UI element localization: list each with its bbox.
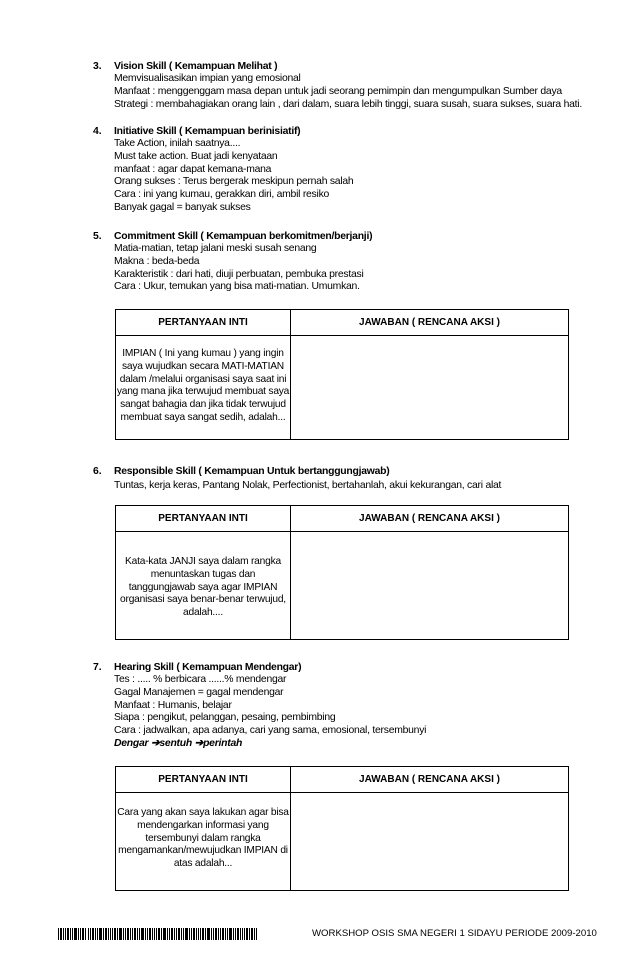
question-line: Kata-kata JANJI saya dalam rangka: [125, 556, 281, 567]
section-number: 6.: [93, 466, 102, 477]
answer-cell[interactable]: [291, 532, 568, 639]
question-line: yang mana jika terwujud membuat saya: [116, 386, 290, 398]
question-line: tersembunyi dalam rangka: [145, 832, 261, 844]
body-line: Cara : ini yang kumau, gerakkan diri, ambil resiko: [114, 189, 330, 201]
body-line: Manfaat : menggenggam masa depan untuk jadi seorang pemimpin dan mengumpulkan Sumber daya: [114, 85, 562, 97]
section-body: [114, 73, 582, 111]
body-line: Karakteristik : dari hati, diuji perbuatan, pembuka prestasi: [114, 268, 364, 280]
body-line: Cara : Ukur, temukan yang bisa mati-matian. Umumkan.: [114, 281, 360, 293]
section-number: 3.: [93, 61, 102, 72]
section-title: Initiative Skill ( Kemampuan berinisiatif): [114, 126, 301, 137]
body-line: Cara : jadwalkan, apa adanya, cari yang sama, emosional, tersembunyi: [114, 725, 427, 737]
col-header-question: PERTANYAAN INTI: [158, 513, 248, 524]
body-line: Gagal Manajemen = gagal mendengar: [114, 686, 284, 698]
body-line: Siapa : pengikut, pelanggan, pesaing, pembimbing: [114, 712, 336, 724]
section-number: 5.: [93, 231, 102, 242]
emphasis-word: sentuh: [159, 737, 195, 749]
question-table-3: [115, 766, 569, 891]
body-line: Tes : ..... % berbicara ......% mendengar: [114, 674, 287, 685]
question-line: mendengarkan informasi yang: [137, 819, 269, 831]
section-title: Vision Skill ( Kemampuan Melihat ): [114, 61, 278, 72]
body-line: Manfaat : Humanis, belajar: [114, 699, 232, 711]
question-table-1: [115, 309, 569, 440]
section-number: 4.: [93, 126, 102, 137]
body-line: Tuntas, kerja keras, Pantang Nolak, Perfectionist, bertahanlah, akui kekurangan, cari alat: [114, 480, 502, 491]
body-line: Matia-matian, tetap jalani meski susah senang: [114, 243, 317, 254]
question-cell: [116, 556, 290, 620]
body-line: manfaat : agar dapat kemana-mana: [114, 163, 272, 175]
body-line: Memvisualisasikan impian yang emosional: [114, 73, 301, 84]
section-body: [114, 138, 353, 215]
answer-cell[interactable]: [291, 336, 568, 439]
body-line: Makna : beda-beda: [114, 255, 200, 267]
body-line: Strategi : membahagiakan orang lain , dari dalam, suara lebih tinggi, suara susah, suara sukses, suara hati.: [114, 98, 582, 110]
barcode-graphic: [58, 928, 258, 940]
emphasis-word: perintah: [203, 737, 243, 749]
section-title: Responsible Skill ( Kemampuan Untuk bertanggungjawab): [114, 466, 390, 477]
section-body: [114, 674, 426, 751]
section-number: 7.: [93, 662, 102, 673]
footer-text: WORKSHOP OSIS SMA NEGERI 1 SIDAYU PERIODE 2009-2010: [312, 928, 597, 939]
question-line: saya wujudkan secara MATI-MATIAN: [122, 360, 284, 372]
question-table-2: [115, 505, 569, 640]
arrow-icon: ➔: [150, 737, 160, 749]
section-body: [114, 243, 364, 294]
question-line: IMPIAN ( Ini yang kumau ) yang ingin: [122, 348, 284, 359]
question-cell: [116, 348, 290, 425]
question-line: organisasi saya benar-benar terwujud,: [120, 594, 286, 606]
arrow-icon: ➔: [194, 737, 204, 749]
question-line: tanggungjawab saya agar IMPIAN: [128, 581, 278, 593]
question-line: menuntaskan tugas dan: [150, 568, 256, 580]
body-line: Orang sukses : Terus bergerak meskipun pernah salah: [114, 176, 354, 188]
question-line: membuat saya sangat sedih, adalah...: [120, 411, 286, 423]
section-body: [114, 480, 501, 493]
question-cell: [116, 807, 290, 871]
col-header-answer: JAWABAN ( RENCANA AKSI ): [359, 774, 500, 785]
col-header-answer: JAWABAN ( RENCANA AKSI ): [359, 317, 500, 328]
answer-cell[interactable]: [291, 793, 568, 890]
question-line: sangat bahagia dan jika tidak terwujud: [120, 399, 286, 411]
body-line: Must take action. Buat jadi kenyataan: [114, 150, 278, 162]
emphasis-word: Dengar: [114, 737, 151, 749]
section-title: Hearing Skill ( Kemampuan Mendengar): [114, 662, 302, 673]
question-line: Cara yang akan saya lakukan agar bisa: [117, 807, 289, 818]
col-header-question: PERTANYAAN INTI: [158, 317, 248, 328]
body-line: Take Action, inilah saatnya....: [114, 138, 241, 149]
question-line: adalah....: [183, 607, 223, 619]
body-line: Banyak gagal = banyak sukses: [114, 201, 251, 213]
col-header-answer: JAWABAN ( RENCANA AKSI ): [359, 513, 500, 524]
question-line: mengamankan/mewujudkan IMPIAN di: [118, 845, 288, 857]
emphasis-line: [114, 738, 426, 751]
section-title: Commitment Skill ( Kemampuan berkomitmen/berjanji): [114, 231, 373, 242]
question-line: atas adalah...: [173, 858, 233, 870]
question-line: dalam /melalui organisasi saya saat ini: [119, 373, 287, 385]
col-header-question: PERTANYAAN INTI: [158, 774, 248, 785]
